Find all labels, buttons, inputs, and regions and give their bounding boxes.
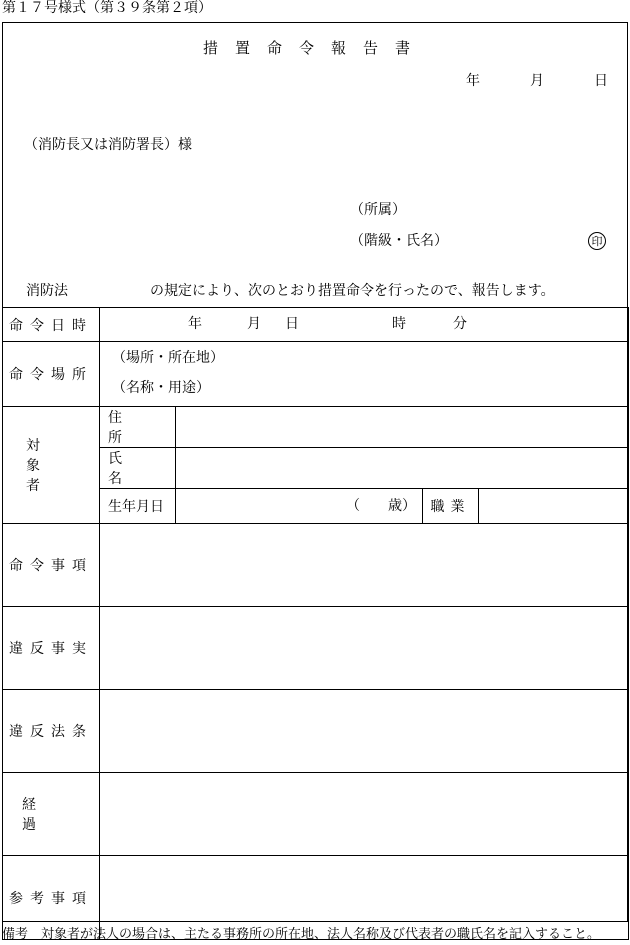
date-year-label: 年 [466, 73, 480, 89]
progress-label-cell [3, 773, 100, 856]
table-row [3, 690, 629, 773]
seal-mark: 印 [588, 232, 606, 250]
order-place-name-use: （名称・用途） [112, 380, 210, 396]
addressee: （消防長又は消防署長）様 [24, 137, 192, 153]
order-datetime-value-cell[interactable] [100, 308, 629, 342]
age-label: （ 歳） [346, 498, 416, 514]
footnote: 備考 対象者が法人の場合は、主たる事務所の所在地、法人名称及び代表者の職氏名を記入すること。 [2, 927, 601, 942]
subject-label: 対象者 [26, 438, 76, 494]
occupation-label-cell [423, 489, 479, 524]
date-month-label: 月 [530, 73, 544, 89]
violation-articles-label-cell [3, 690, 100, 773]
table-row [3, 407, 629, 448]
table-row [3, 773, 629, 856]
statement-law: 消防法 [26, 283, 68, 299]
violation-articles-label: 違反法条 [9, 724, 93, 740]
order-datetime-label: 命令日時 [9, 317, 93, 334]
name-value-cell[interactable] [176, 448, 629, 489]
order-place-location: （場所・所在地） [112, 350, 224, 366]
statement-text: の規定により、次のとおり措置命令を行ったので、報告します。 [150, 283, 555, 299]
violation-facts-value-cell[interactable] [100, 607, 629, 690]
violation-articles-value-cell[interactable] [100, 690, 629, 773]
date-day-label: 日 [594, 73, 608, 89]
form-number: 第１７号様式（第３９条第２項） [2, 0, 212, 16]
table-row [3, 607, 629, 690]
order-items-value-cell[interactable] [100, 524, 629, 607]
name-label-cell [100, 448, 176, 489]
affiliation-label: （所属） [350, 202, 406, 218]
name-label: 氏名 [108, 451, 148, 487]
address-label: 住所 [108, 410, 148, 446]
occupation-label: 職業 [430, 499, 471, 515]
order-day-label: 日 [285, 316, 299, 332]
violation-facts-label: 違反事実 [9, 641, 93, 657]
order-items-label-cell [3, 524, 100, 607]
progress-value-cell[interactable] [100, 773, 629, 856]
dob-label: 生年月日 [108, 499, 164, 515]
violation-facts-label-cell [3, 607, 100, 690]
order-place-value-cell[interactable] [100, 342, 629, 407]
order-month-label: 月 [247, 316, 261, 332]
form-title: 措置命令報告書 [202, 39, 427, 57]
progress-label: 経過 [22, 797, 88, 833]
address-label-cell [100, 407, 176, 448]
order-minute-label: 分 [453, 316, 467, 332]
table-row [3, 524, 629, 607]
order-place-label: 命令場所 [9, 367, 93, 383]
subject-label-cell [3, 407, 100, 524]
dob-label-cell [100, 489, 176, 524]
order-datetime-label-cell [3, 308, 100, 342]
dob-value-cell[interactable] [176, 489, 423, 524]
order-items-label: 命令事項 [9, 558, 93, 574]
report-table [2, 307, 628, 940]
table-row [3, 342, 629, 407]
rank-name-label: （階級・氏名） [350, 233, 448, 249]
order-hour-label: 時 [392, 316, 406, 332]
address-value-cell[interactable] [176, 407, 629, 448]
table-row [3, 308, 629, 342]
reference-label: 参考事項 [9, 890, 93, 907]
occupation-value-cell[interactable] [479, 489, 629, 524]
order-year-label: 年 [188, 316, 202, 332]
order-place-label-cell [3, 342, 100, 407]
